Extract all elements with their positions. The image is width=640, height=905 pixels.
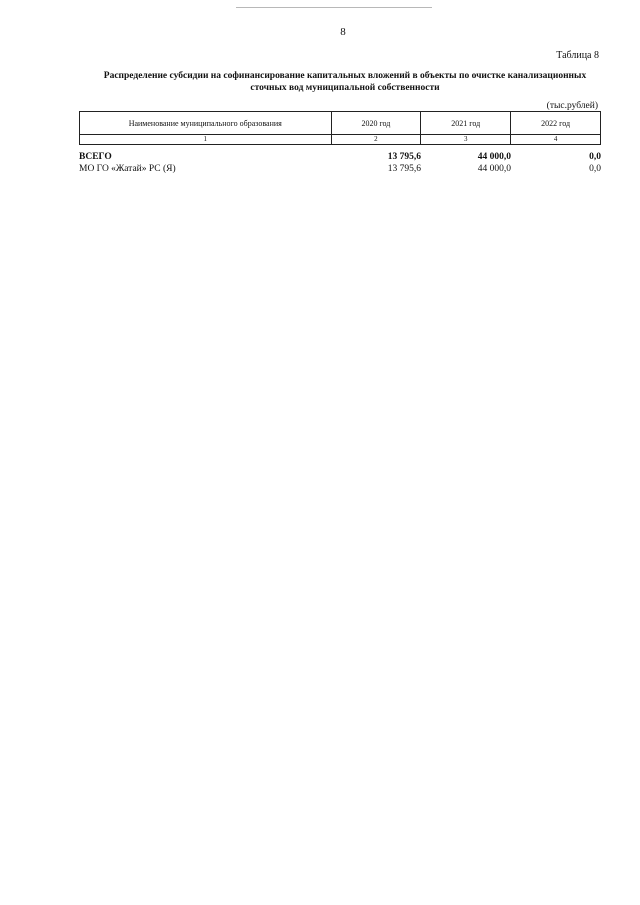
header-2022: 2022 год xyxy=(511,112,601,135)
table-body xyxy=(79,151,601,175)
column-number: 4 xyxy=(511,135,601,145)
value-2022: 0,0 xyxy=(589,152,601,162)
scan-artifact-line xyxy=(236,7,432,8)
column-number: 3 xyxy=(421,135,511,145)
table-title: Распределение субсидии на софинансирование капитальных вложений в объекты по очистке канализационных сточных вод муниципальной собственности xyxy=(103,71,587,93)
units-label: (тыс.рублей) xyxy=(546,101,598,111)
header-2021: 2021 год xyxy=(421,112,511,135)
header-2020: 2020 год xyxy=(331,112,421,135)
page-number: 8 xyxy=(340,26,346,38)
table-row xyxy=(79,163,601,175)
value-2020: 13 795,6 xyxy=(387,164,421,174)
table-row-total xyxy=(79,151,601,163)
column-number: 1 xyxy=(80,135,332,145)
value-2021: 44 000,0 xyxy=(477,152,511,162)
column-number-row xyxy=(80,135,601,145)
row-name: МО ГО «Жатай» РС (Я) xyxy=(79,164,176,174)
value-2020: 13 795,6 xyxy=(387,152,421,162)
row-name: ВСЕГО xyxy=(79,152,112,162)
column-number: 2 xyxy=(331,135,421,145)
value-2022: 0,0 xyxy=(589,164,601,174)
table-label: Таблица 8 xyxy=(556,50,599,61)
subsidy-table xyxy=(79,111,601,145)
table-header-row xyxy=(80,112,601,135)
header-municipality: Наименование муниципального образования xyxy=(80,112,332,135)
value-2021: 44 000,0 xyxy=(477,164,511,174)
